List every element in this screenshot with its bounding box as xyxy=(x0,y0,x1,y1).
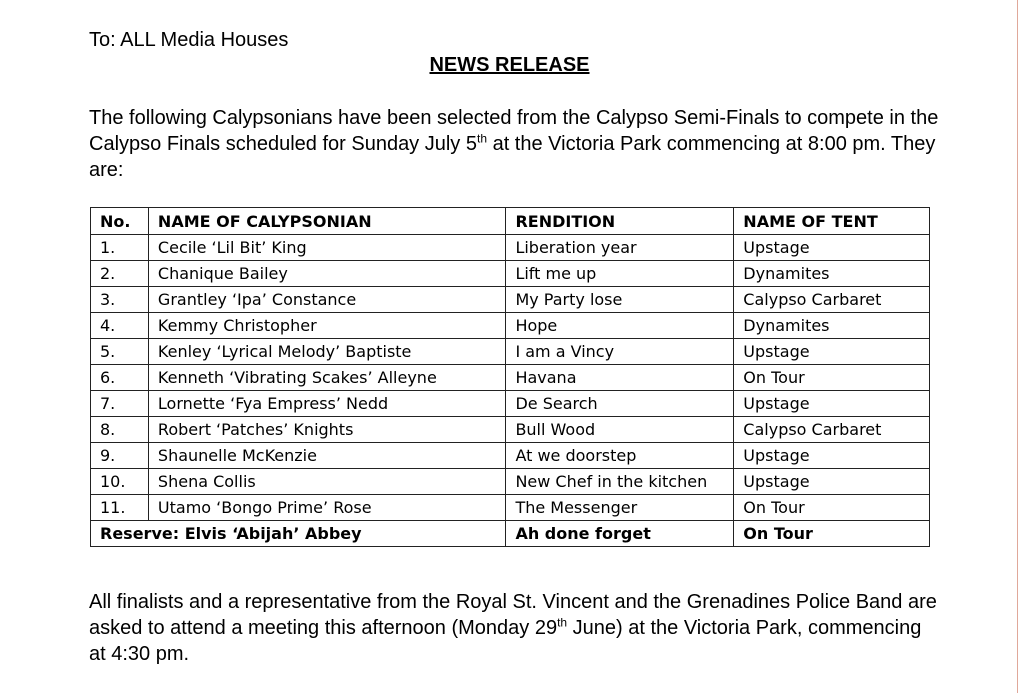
closing-ordinal: th xyxy=(557,615,568,630)
table-row xyxy=(91,287,930,313)
row-number: 1. xyxy=(91,235,149,261)
row-calypsonian: Utamo ‘Bongo Prime’ Rose xyxy=(148,495,506,521)
table-row xyxy=(91,365,930,391)
header-number: No. xyxy=(91,208,149,235)
row-number: 10. xyxy=(91,469,149,495)
row-rendition: The Messenger xyxy=(506,495,734,521)
row-rendition: Lift me up xyxy=(506,261,734,287)
row-tent: Upstage xyxy=(734,391,930,417)
row-calypsonian: Shaunelle McKenzie xyxy=(148,443,506,469)
row-tent: Dynamites xyxy=(734,261,930,287)
closing-paragraph xyxy=(89,589,939,667)
table-row xyxy=(91,391,930,417)
table-row xyxy=(91,235,930,261)
row-tent: On Tour xyxy=(734,365,930,391)
row-tent: Upstage xyxy=(734,339,930,365)
intro-text-end: at the Victoria Park commencing at 8:00 pm. They are: xyxy=(89,133,936,181)
closing-text-end: June) at the Victoria Park, commencing at 4:30 pm. xyxy=(89,617,922,665)
finalists-table xyxy=(90,207,930,547)
row-rendition: De Search xyxy=(506,391,734,417)
row-rendition: New Chef in the kitchen xyxy=(506,469,734,495)
reserve-name: Reserve: Elvis ‘Abijah’ Abbey xyxy=(91,521,506,547)
table-body xyxy=(91,235,930,547)
row-tent: On Tour xyxy=(734,495,930,521)
row-number: 6. xyxy=(91,365,149,391)
intro-text: The following Calypsonians have been selected from the Calypso Semi-Finals to compete in the Calypso Finals scheduled for Sunday July 5 xyxy=(89,107,939,155)
row-rendition: Liberation year xyxy=(506,235,734,261)
table-row xyxy=(91,443,930,469)
row-number: 4. xyxy=(91,313,149,339)
row-calypsonian: Chanique Bailey xyxy=(148,261,506,287)
row-rendition: Havana xyxy=(506,365,734,391)
header-rendition: RENDITION xyxy=(506,208,734,235)
row-tent: Upstage xyxy=(734,235,930,261)
row-number: 11. xyxy=(91,495,149,521)
reserve-row xyxy=(91,521,930,547)
table-row xyxy=(91,339,930,365)
table-row xyxy=(91,495,930,521)
row-number: 3. xyxy=(91,287,149,313)
document-title: NEWS RELEASE xyxy=(429,54,590,76)
row-tent: Upstage xyxy=(734,469,930,495)
row-calypsonian: Kenley ‘Lyrical Melody’ Baptiste xyxy=(148,339,506,365)
table-row xyxy=(91,469,930,495)
header-calypsonian: NAME OF CALYPSONIAN xyxy=(148,208,506,235)
row-rendition: Hope xyxy=(506,313,734,339)
row-rendition: My Party lose xyxy=(506,287,734,313)
row-tent: Upstage xyxy=(734,443,930,469)
row-rendition: At we doorstep xyxy=(506,443,734,469)
recipient-line: To: ALL Media Houses xyxy=(89,29,289,51)
reserve-rendition: Ah done forget xyxy=(506,521,734,547)
row-rendition: I am a Vincy xyxy=(506,339,734,365)
row-calypsonian: Kemmy Christopher xyxy=(148,313,506,339)
row-number: 5. xyxy=(91,339,149,365)
intro-paragraph xyxy=(89,105,939,183)
row-calypsonian: Grantley ‘Ipa’ Constance xyxy=(148,287,506,313)
row-number: 8. xyxy=(91,417,149,443)
row-calypsonian: Kenneth ‘Vibrating Scakes’ Alleyne xyxy=(148,365,506,391)
row-tent: Calypso Carbaret xyxy=(734,417,930,443)
table-header-row xyxy=(91,208,930,235)
row-rendition: Bull Wood xyxy=(506,417,734,443)
table-row xyxy=(91,261,930,287)
row-calypsonian: Cecile ‘Lil Bit’ King xyxy=(148,235,506,261)
table-row xyxy=(91,417,930,443)
row-tent: Dynamites xyxy=(734,313,930,339)
row-tent: Calypso Carbaret xyxy=(734,287,930,313)
row-calypsonian: Lornette ‘Fya Empress’ Nedd xyxy=(148,391,506,417)
row-calypsonian: Shena Collis xyxy=(148,469,506,495)
row-number: 2. xyxy=(91,261,149,287)
row-number: 7. xyxy=(91,391,149,417)
table-row xyxy=(91,313,930,339)
row-number: 9. xyxy=(91,443,149,469)
intro-ordinal: th xyxy=(477,131,488,146)
row-calypsonian: Robert ‘Patches’ Knights xyxy=(148,417,506,443)
reserve-tent: On Tour xyxy=(734,521,930,547)
closing-text: All finalists and a representative from the Royal St. Vincent and the Grenadines Police Band are asked to attend a meeting this afternoon (Monday 29 xyxy=(89,591,937,639)
header-tent: NAME OF TENT xyxy=(734,208,930,235)
